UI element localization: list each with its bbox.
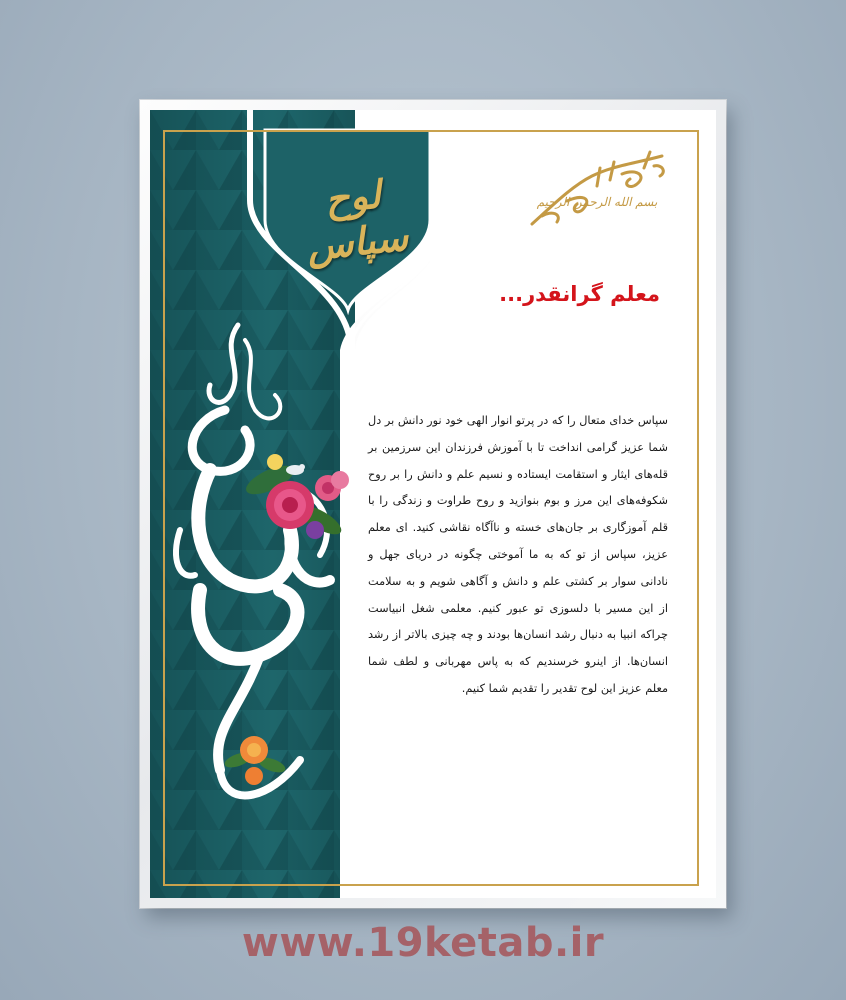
subtitle: معلم گرانقدر...: [499, 282, 660, 306]
svg-text:بسم الله الرحمن الرحیم: بسم الله الرحمن الرحیم: [536, 195, 658, 209]
poster-title: لوح سپاس: [304, 171, 411, 270]
body-text: سپاس خدای متعال را که در پرتو انوار الهی خود نور دانش بر دل شما عزیز گرامی انداخت تا با آموزش فرزندان این سرزمین بر قله‌های ایثار و استقامت ایستاده و نسیم علم و دانش را بر روح شکوفه‌های این مرز و بوم بنوازید و روح طراوت و زندگی را با قلم آموزگاری بر جان‌های خسته و ناآگاه نقاشی کنید. ای معلم عزیز، سپاس از تو که به ما آموختی چگونه در دریای جهل و نادانی سوار بر کشتی علم و دانش و آگاهی شویم و به سلامت از این مسیر با دلسوزی تو عبور کنیم. معلمی شغل انبیاست چراکه انبیا به دنبال رشد انسان‌ها بودند و چه چیزی بالاتر از رشد انسان‌ها. از اینرو خرسندیم که به پاس مهربانی و لطف شما معلم عزیز این لوح تقدیر را تقدیم شما کنیم.: [368, 414, 668, 695]
basmala-calligraphy: [522, 146, 672, 236]
watermark: www.19ketab.ir: [241, 920, 605, 966]
poster: [150, 110, 716, 898]
